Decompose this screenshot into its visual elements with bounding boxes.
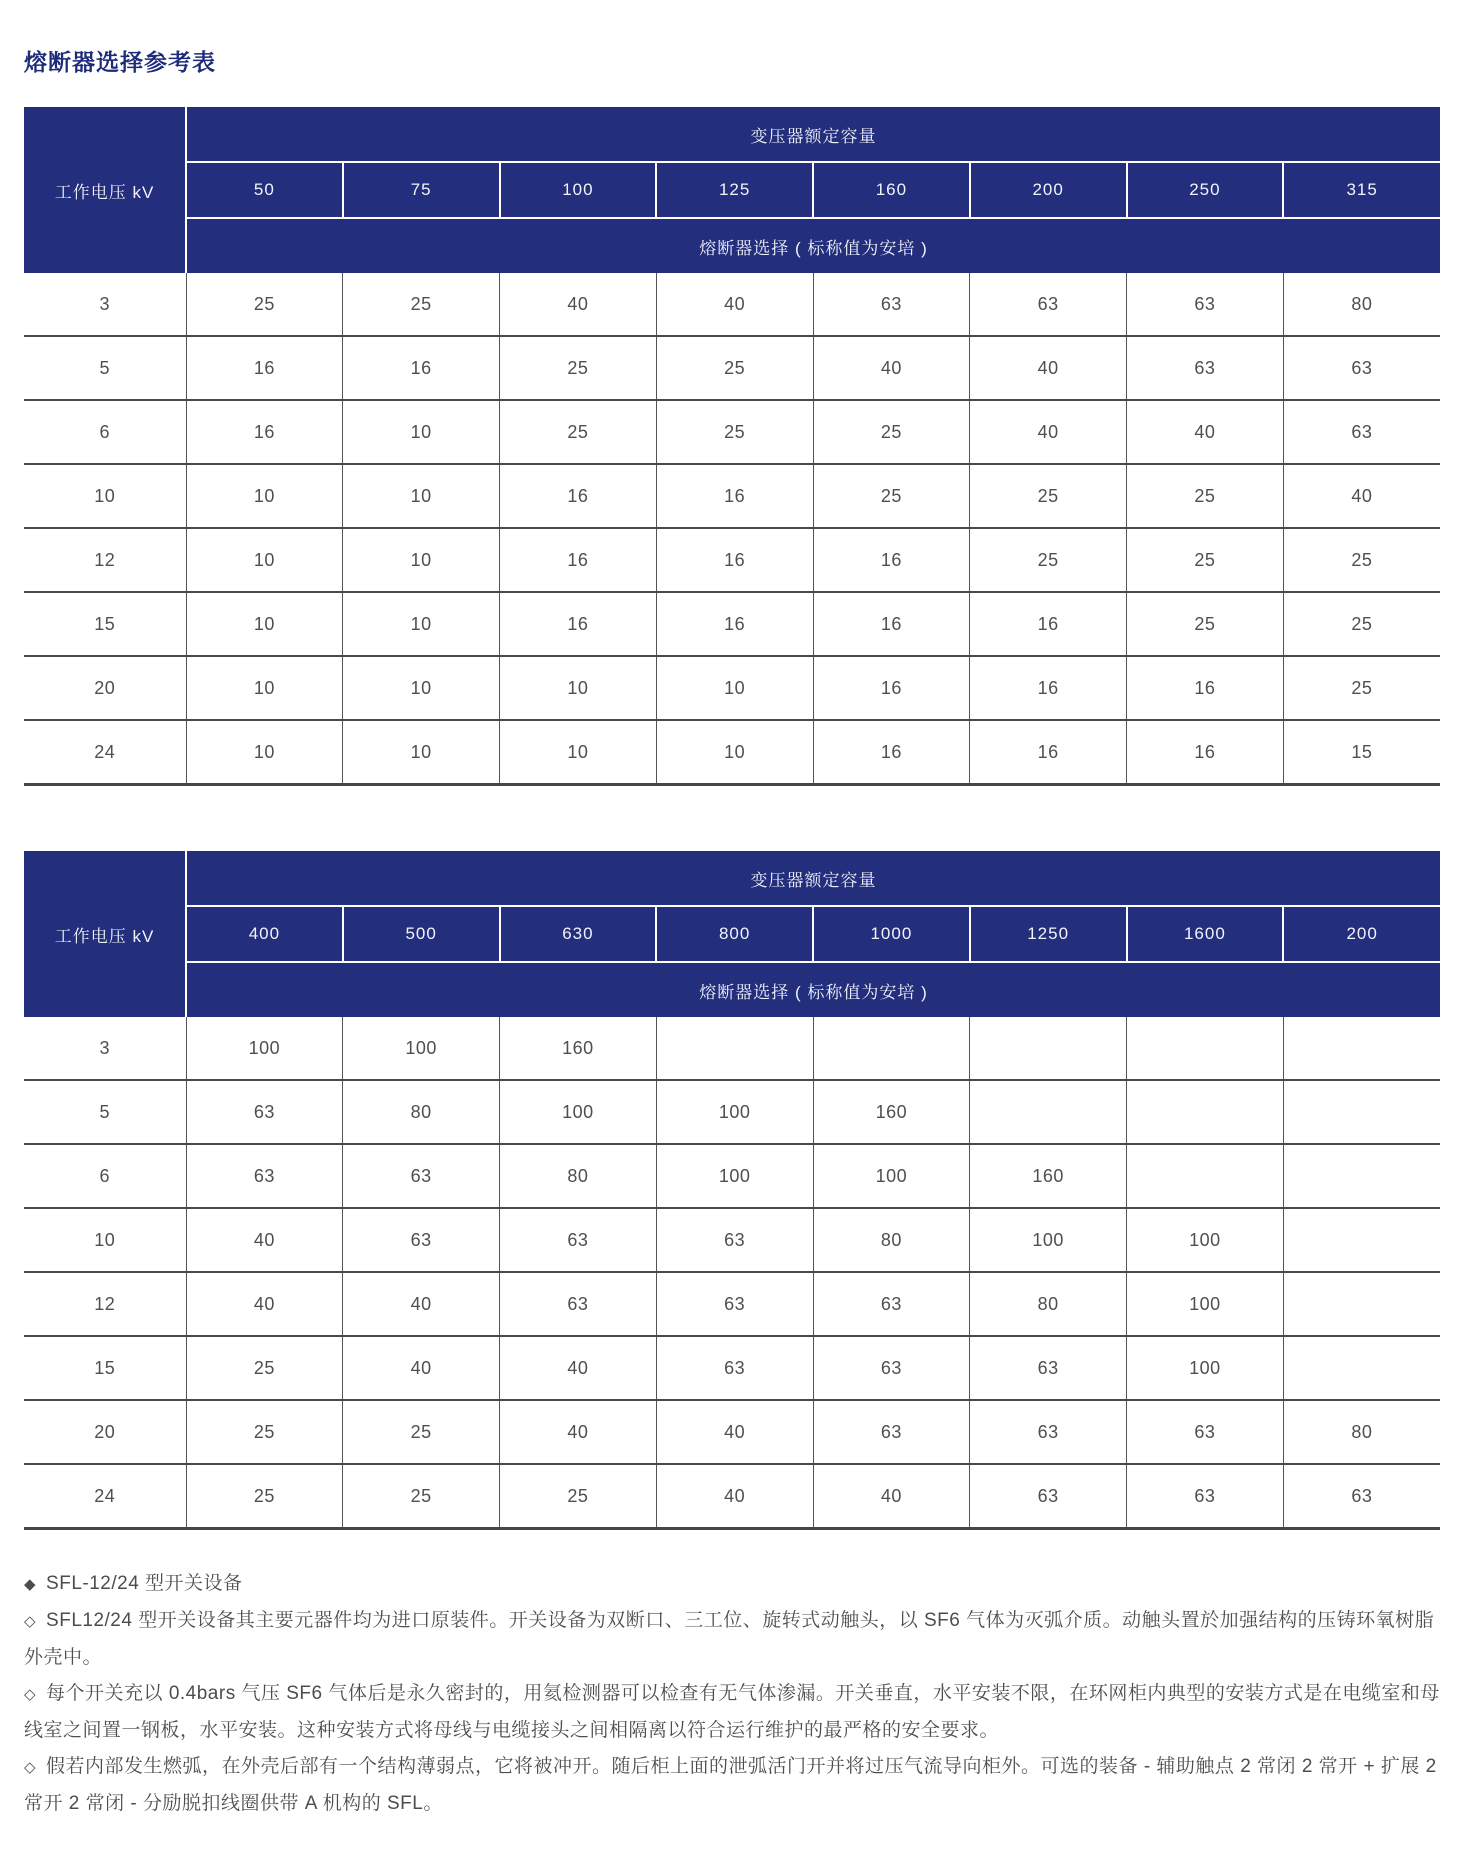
fuse-value-cell: 63 [1283,400,1440,464]
table-row [24,656,1440,720]
voltage-cell: 12 [24,1272,186,1336]
fuse-value-cell: 16 [500,464,657,528]
fuse-value-cell: 25 [1127,592,1284,656]
fuse-value-cell: 10 [343,592,500,656]
fuse-value-cell: 10 [656,656,813,720]
note-text: SFL-12/24 型开关设备 [46,1573,243,1594]
fuse-value-cell: 16 [500,592,657,656]
fuse-value-cell: 25 [656,336,813,400]
capacity-column-header: 630 [500,906,657,962]
fuse-value-cell: 63 [1283,336,1440,400]
fuse-value-cell: 10 [656,720,813,785]
fuse-value-cell: 63 [343,1144,500,1208]
fuse-value-cell: 16 [970,720,1127,785]
table-row [24,1400,1440,1464]
fuse-value-cell: 40 [656,1400,813,1464]
fuse-title-row [24,962,1440,1017]
capacity-column-header: 100 [500,162,657,218]
voltage-cell: 6 [24,400,186,464]
fuse-value-cell: 63 [186,1080,343,1144]
fuse-value-cell: 63 [1127,1464,1284,1529]
fuse-value-cell: 16 [656,464,813,528]
fuse-value-cell: 25 [186,1400,343,1464]
fuse-value-cell: 16 [813,656,970,720]
table-header [24,107,1440,273]
fuse-value-cell: 40 [343,1272,500,1336]
capacity-column-header: 1250 [970,906,1127,962]
fuse-value-cell [656,1017,813,1080]
fuse-value-cell: 63 [813,273,970,336]
fuse-value-cell: 25 [186,1336,343,1400]
fuse-value-cell [1127,1144,1284,1208]
table-gap [24,786,1440,851]
capacity-column-header: 75 [343,162,500,218]
capacity-column-header: 200 [970,162,1127,218]
table-row [24,592,1440,656]
voltage-cell: 15 [24,592,186,656]
table-row [24,1272,1440,1336]
fuse-value-cell: 16 [656,528,813,592]
fuse-value-cell: 10 [500,720,657,785]
fuse-value-cell: 100 [970,1208,1127,1272]
note-item [24,1676,1440,1749]
fuse-value-cell: 63 [1127,273,1284,336]
fuse-value-cell: 40 [186,1208,343,1272]
fuse-value-cell: 25 [813,400,970,464]
note-text: SFL12/24 型开关设备其主要元器件均为进口原装件。开关设备为双断口、三工位、旋转式动触头，以 SF6 气体为灭弧介质。动触头置於加强结构的压铸环氧树脂外壳中。 [24,1610,1435,1668]
fuse-value-cell [1283,1336,1440,1400]
capacity-column-header: 1000 [813,906,970,962]
fuse-value-cell: 25 [1283,656,1440,720]
voltage-cell: 10 [24,464,186,528]
voltage-cell: 24 [24,720,186,785]
capacity-column-header: 400 [186,906,343,962]
fuse-value-cell: 10 [186,592,343,656]
fuse-value-cell: 25 [343,1400,500,1464]
fuse-value-cell: 100 [656,1080,813,1144]
capacity-values-row [24,162,1440,218]
fuse-value-cell: 10 [186,656,343,720]
fuse-value-cell: 40 [1127,400,1284,464]
fuse-value-cell [1283,1017,1440,1080]
table-body [24,1017,1440,1529]
fuse-value-cell: 10 [343,400,500,464]
table-row [24,336,1440,400]
fuse-value-cell: 10 [186,528,343,592]
capacity-column-header: 50 [186,162,343,218]
fuse-value-cell: 63 [656,1208,813,1272]
table-row [24,720,1440,785]
fuse-value-cell: 100 [186,1017,343,1080]
fuse-value-cell: 63 [970,1464,1127,1529]
fuse-value-cell: 25 [343,273,500,336]
capacity-column-header: 800 [656,906,813,962]
page-title: 熔断器选择参考表 [24,49,216,75]
fuse-value-cell: 40 [1283,464,1440,528]
diamond-bullet-icon: ◆ [24,1576,37,1593]
fuse-value-cell: 16 [813,528,970,592]
fuse-value-cell: 100 [500,1080,657,1144]
table-row [24,400,1440,464]
fuse-value-cell: 40 [500,273,657,336]
diamond-bullet-icon: ◇ [24,1686,37,1703]
fuse-value-cell: 16 [500,528,657,592]
table-row [24,528,1440,592]
note-item [24,1566,1440,1603]
table-body [24,273,1440,785]
fuse-value-cell: 100 [656,1144,813,1208]
fuse-value-cell: 25 [500,400,657,464]
fuse-value-cell: 80 [500,1144,657,1208]
fuse-value-cell: 25 [500,1464,657,1529]
fuse-value-cell: 10 [500,656,657,720]
fuse-value-cell: 100 [343,1017,500,1080]
table-row [24,1144,1440,1208]
fuse-selection-header: 熔断器选择 ( 标称值为安培 ) [186,962,1440,1017]
fuse-value-cell: 100 [1127,1208,1284,1272]
fuse-value-cell: 63 [813,1336,970,1400]
capacity-title-row [24,107,1440,162]
capacity-column-header: 160 [813,162,970,218]
fuse-value-cell: 63 [186,1144,343,1208]
fuse-value-cell: 25 [1127,528,1284,592]
fuse-value-cell: 63 [1127,336,1284,400]
table-row [24,1017,1440,1080]
fuse-value-cell: 63 [500,1272,657,1336]
voltage-cell: 10 [24,1208,186,1272]
fuse-value-cell: 80 [1283,273,1440,336]
note-item [24,1749,1440,1822]
table-row [24,273,1440,336]
fuse-value-cell: 100 [813,1144,970,1208]
diamond-bullet-icon: ◇ [24,1759,37,1776]
capacity-column-header: 315 [1283,162,1440,218]
fuse-value-cell: 25 [813,464,970,528]
fuse-value-cell: 10 [186,720,343,785]
fuse-value-cell: 25 [186,1464,343,1529]
note-text: 假若内部发生燃弧，在外壳后部有一个结构薄弱点，它将被冲开。随后柜上面的泄弧活门开并将过压气流导向柜外。可选的装备 - 辅助触点 2 常闭 2 常开 + 扩展 2 常开 2 常闭 - 分励脱扣线圈供带 A 机构的 SFL。 [24,1756,1437,1814]
fuse-value-cell: 25 [1283,528,1440,592]
table-row [24,464,1440,528]
fuse-value-cell: 40 [970,336,1127,400]
fuse-value-cell: 16 [1127,720,1284,785]
fuse-value-cell: 100 [1127,1336,1284,1400]
fuse-title-row [24,218,1440,273]
fuse-value-cell: 80 [1283,1400,1440,1464]
fuse-value-cell: 63 [813,1400,970,1464]
fuse-value-cell [1283,1080,1440,1144]
voltage-cell: 12 [24,528,186,592]
fuse-value-cell: 80 [813,1208,970,1272]
fuse-value-cell: 100 [1127,1272,1284,1336]
fuse-value-cell: 40 [970,400,1127,464]
fuse-value-cell: 160 [970,1144,1127,1208]
fuse-value-cell [1283,1144,1440,1208]
fuse-value-cell [970,1017,1127,1080]
fuse-value-cell: 25 [186,273,343,336]
capacity-column-header: 250 [1127,162,1284,218]
fuse-value-cell: 40 [186,1272,343,1336]
fuse-value-cell: 40 [656,273,813,336]
fuse-selection-table-1 [24,107,1440,786]
fuse-value-cell [970,1080,1127,1144]
note-item [24,1603,1440,1676]
fuse-value-cell: 80 [343,1080,500,1144]
fuse-value-cell: 10 [343,656,500,720]
fuse-value-cell: 16 [656,592,813,656]
fuse-value-cell: 63 [500,1208,657,1272]
fuse-value-cell: 40 [813,336,970,400]
fuse-value-cell: 16 [1127,656,1284,720]
fuse-value-cell: 10 [186,464,343,528]
table-row [24,1208,1440,1272]
voltage-cell: 3 [24,273,186,336]
fuse-value-cell: 160 [500,1017,657,1080]
voltage-cell: 24 [24,1464,186,1529]
fuse-value-cell: 63 [813,1272,970,1336]
capacity-column-header: 200 [1283,906,1440,962]
capacity-header: 变压器额定容量 [186,107,1440,162]
fuse-value-cell: 25 [656,400,813,464]
fuse-value-cell: 63 [1127,1400,1284,1464]
fuse-value-cell: 15 [1283,720,1440,785]
capacity-column-header: 1600 [1127,906,1284,962]
fuse-value-cell: 25 [500,336,657,400]
working-voltage-header: 工作电压 kV [24,107,186,273]
fuse-value-cell [1127,1080,1284,1144]
fuse-value-cell: 16 [970,656,1127,720]
fuse-selection-table-2 [24,851,1440,1530]
fuse-value-cell: 16 [186,336,343,400]
fuse-value-cell: 63 [656,1336,813,1400]
voltage-cell: 5 [24,336,186,400]
capacity-column-header: 500 [343,906,500,962]
fuse-value-cell [1283,1272,1440,1336]
voltage-cell: 6 [24,1144,186,1208]
fuse-value-cell: 16 [813,720,970,785]
fuse-value-cell: 63 [656,1272,813,1336]
capacity-column-header: 125 [656,162,813,218]
note-text: 每个开关充以 0.4bars 气压 SF6 气体后是永久密封的，用氦检测器可以检查有无气体渗漏。开关垂直，水平安装不限，在环网柜内典型的安装方式是在电缆室和母线室之间置一钢板，水平安装。这种安装方式将母线与电缆接头之间相隔离以符合运行维护的最严格的安全要求。 [24,1683,1440,1741]
fuse-value-cell: 16 [970,592,1127,656]
fuse-value-cell [1283,1208,1440,1272]
fuse-value-cell: 10 [343,720,500,785]
fuse-value-cell: 25 [343,1464,500,1529]
fuse-value-cell: 25 [970,464,1127,528]
voltage-cell: 15 [24,1336,186,1400]
voltage-cell: 5 [24,1080,186,1144]
fuse-value-cell: 80 [970,1272,1127,1336]
table-row [24,1336,1440,1400]
voltage-cell: 3 [24,1017,186,1080]
table-row [24,1464,1440,1529]
voltage-cell: 20 [24,656,186,720]
fuse-value-cell: 25 [970,528,1127,592]
fuse-value-cell [813,1017,970,1080]
capacity-header: 变压器额定容量 [186,851,1440,906]
fuse-value-cell: 63 [970,1400,1127,1464]
fuse-value-cell: 160 [813,1080,970,1144]
fuse-value-cell: 40 [500,1336,657,1400]
fuse-selection-header: 熔断器选择 ( 标称值为安培 ) [186,218,1440,273]
working-voltage-header: 工作电压 kV [24,851,186,1017]
fuse-value-cell: 40 [343,1336,500,1400]
fuse-value-cell [1127,1017,1284,1080]
diamond-bullet-icon: ◇ [24,1613,37,1630]
capacity-title-row [24,851,1440,906]
fuse-value-cell: 16 [343,336,500,400]
fuse-value-cell: 10 [343,464,500,528]
fuse-value-cell: 63 [1283,1464,1440,1529]
voltage-cell: 20 [24,1400,186,1464]
fuse-value-cell: 63 [970,273,1127,336]
table-header [24,851,1440,1017]
fuse-value-cell: 10 [343,528,500,592]
fuse-value-cell: 25 [1283,592,1440,656]
notes-section [24,1566,1440,1822]
table-row [24,1080,1440,1144]
fuse-value-cell: 63 [970,1336,1127,1400]
fuse-value-cell: 16 [813,592,970,656]
fuse-value-cell: 40 [813,1464,970,1529]
fuse-value-cell: 25 [1127,464,1284,528]
fuse-value-cell: 63 [343,1208,500,1272]
capacity-values-row [24,906,1440,962]
fuse-value-cell: 40 [656,1464,813,1529]
fuse-value-cell: 40 [500,1400,657,1464]
fuse-value-cell: 16 [186,400,343,464]
